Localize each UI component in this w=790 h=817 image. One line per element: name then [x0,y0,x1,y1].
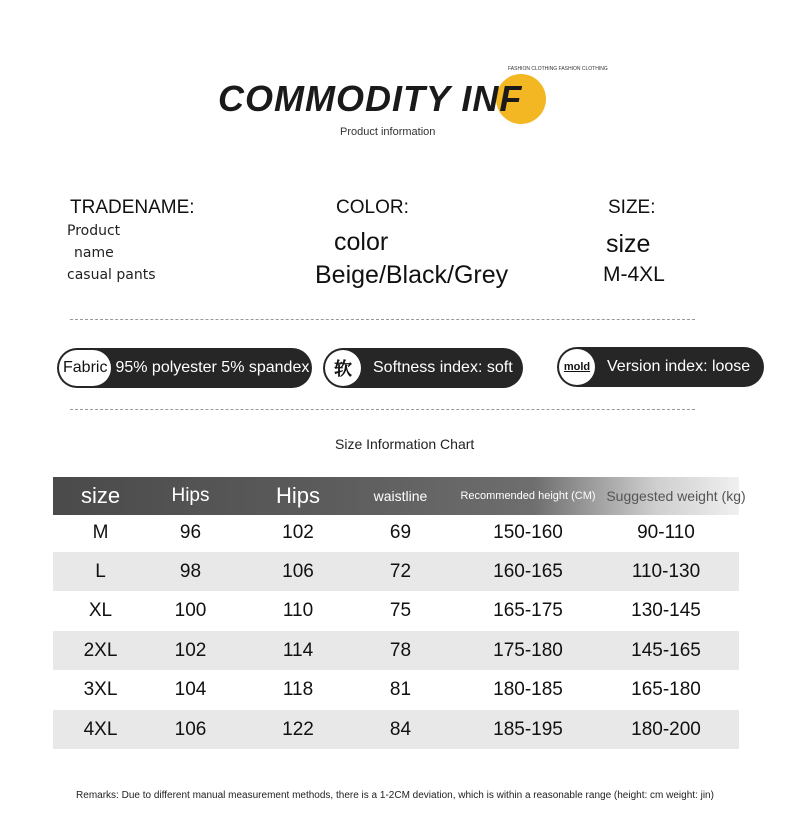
table-cell: 104 [174,679,207,701]
table-cell: 96 [179,521,202,543]
table-cell: 145-165 [631,639,701,661]
table-cell: 4XL [83,718,118,740]
fabric-text: 95% polyester 5% spandex [115,359,310,376]
color-label: COLOR: [336,197,409,218]
column-header: waistline [373,488,428,504]
table-cell: 98 [179,560,202,582]
table-row [53,592,739,631]
size-label: SIZE: [608,197,656,218]
color-value: Beige/Black/Grey [315,261,509,289]
version-text: Version index: loose [607,358,751,375]
column-header: Hips [275,483,320,508]
version-pill [557,347,764,387]
table-cell: 110 [282,600,314,622]
table-cell: 175-180 [493,639,563,661]
table-cell: 69 [389,521,412,543]
table-cell: 180-200 [631,718,701,740]
table-cell: 150-160 [493,521,563,543]
column-header: size [80,483,121,508]
product-name-label-1: Product [67,223,121,239]
table-cell: 160-165 [493,560,563,582]
fabric-icon: Fabric [59,350,111,386]
table-cell: L [95,560,106,582]
table-cell: 180-185 [493,679,563,701]
table-cell: 102 [174,639,207,661]
table-cell: 114 [282,639,314,661]
table-cell: 130-145 [631,600,701,622]
table-cell: 100 [174,600,207,622]
table-cell: 165-180 [631,679,701,701]
fabric-pill [57,348,312,388]
color-sub-label: color [334,228,389,256]
divider [70,409,695,410]
column-header: Suggested weight (kg) [606,488,746,504]
logo-arc-text: FASHION CLOTHING FASHION CLOTHING [508,66,608,72]
table-cell: 165-175 [493,600,563,622]
table-cell: 78 [389,639,412,661]
softness-pill [323,348,523,388]
table-cell: 75 [389,600,412,622]
table-cell: 84 [389,718,412,740]
tradename-label: TRADENAME: [70,197,195,218]
table-header [53,477,746,515]
table-cell: 3XL [83,679,118,701]
table-cell: 72 [389,560,412,582]
table-cell: 102 [282,521,314,543]
size-sub-label: size [606,230,651,258]
softness-text: Softness index: soft [373,359,513,376]
table-row [53,710,739,749]
table-cell: 106 [282,560,314,582]
page-subtitle: Product information [340,126,436,138]
table-cell: 122 [282,718,314,740]
table-cell: 118 [282,679,314,701]
table-cell: M [92,521,109,543]
table-cell: 2XL [83,639,118,661]
mold-icon: mold [559,349,595,385]
page-title: COMMODITY INF [218,78,523,119]
remarks: Remarks: Due to different manual measurement methods, there is a 1-2CM deviation, which is within a reasonable range (height: cm weight: jin) [76,790,714,801]
table-cell: XL [88,600,113,622]
product-name-value: casual pants [67,267,156,283]
table-cell: 90-110 [637,521,695,543]
table-cell: 185-195 [493,718,563,740]
softness-icon: 软 [325,350,361,386]
divider [70,319,695,320]
table-cell: 106 [174,718,207,740]
table-row [53,552,739,591]
product-name-label-2: name [74,245,114,261]
table-row [53,671,739,710]
table-cell: 81 [389,679,412,701]
size-chart-title: Size Information Chart [335,436,475,452]
table-cell: 110-130 [631,560,701,582]
column-header: Hips [171,485,210,506]
column-header: Recommended height (CM) [460,490,596,502]
table-row [53,631,739,670]
table-row [53,513,739,552]
size-value: M-4XL [603,263,665,286]
